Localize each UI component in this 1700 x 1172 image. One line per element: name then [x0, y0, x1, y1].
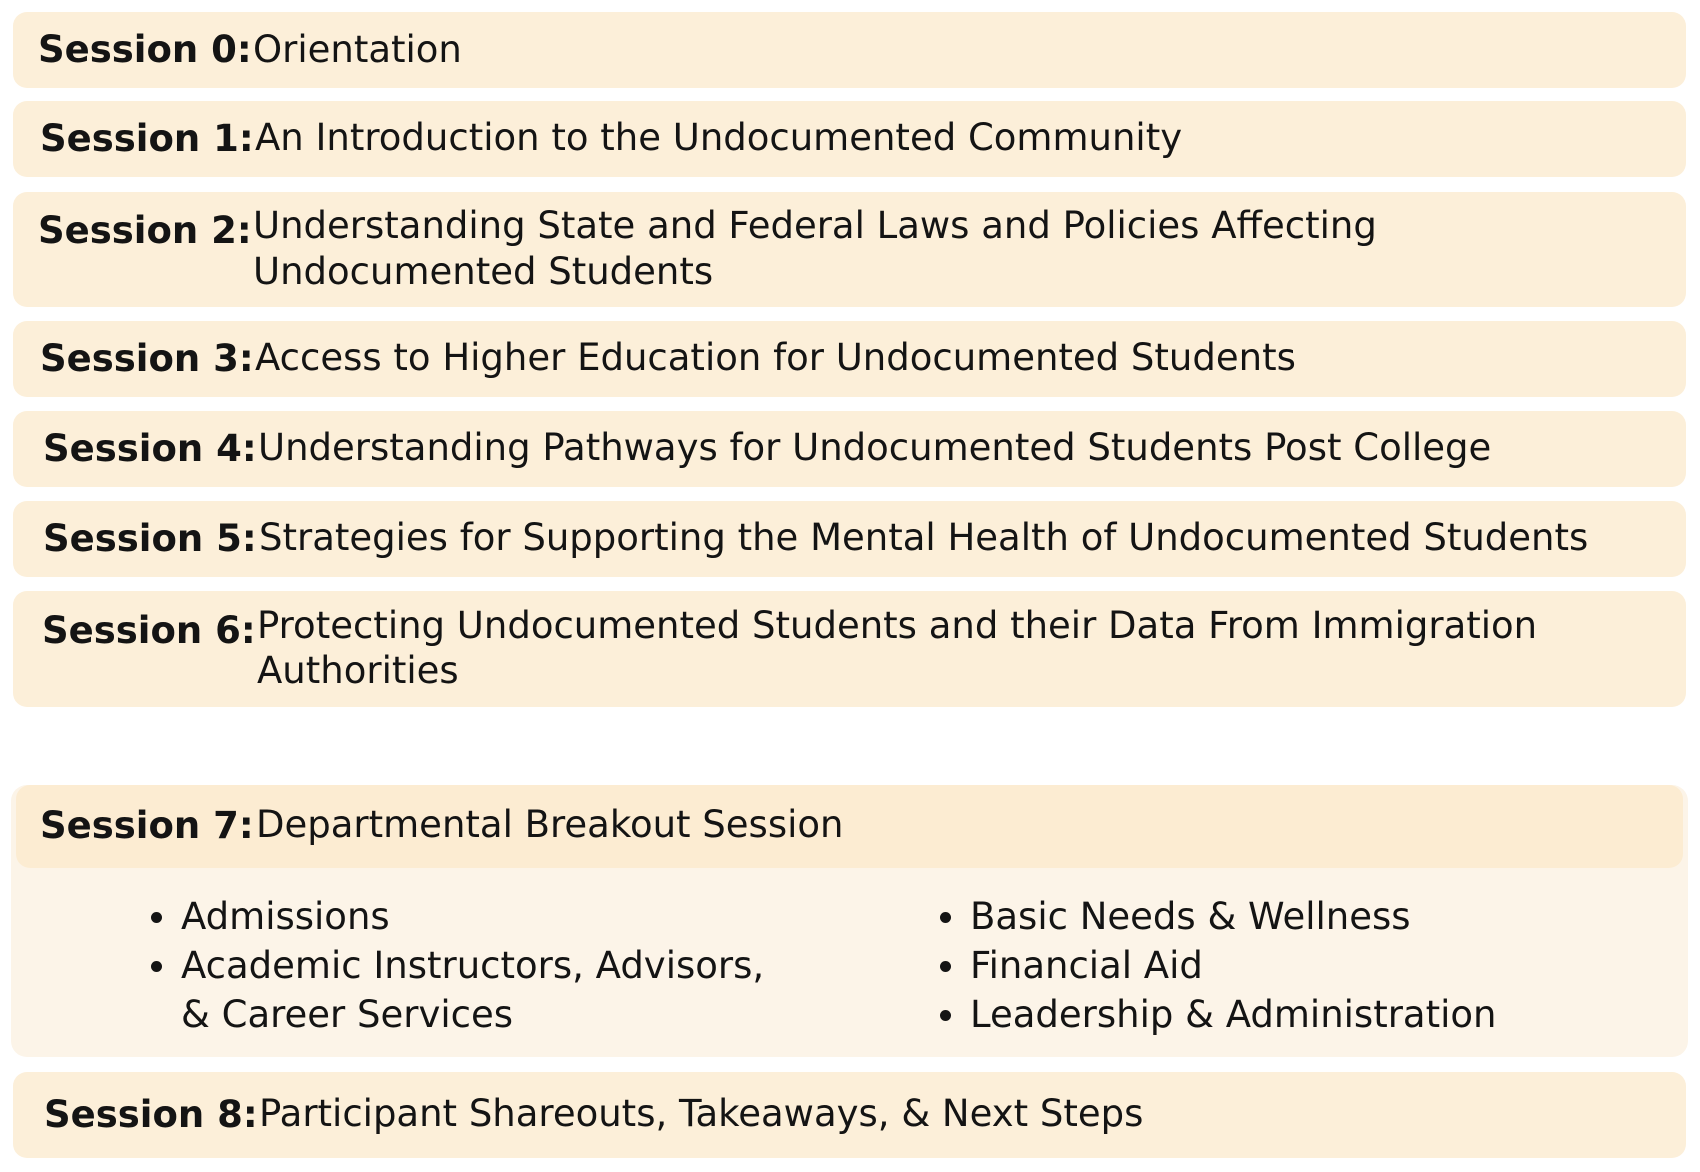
session-card-4 [13, 411, 1686, 487]
department-list-left [145, 892, 764, 1039]
session-title-line-1: Protecting Undocumented Students and their Data From Immigration [257, 604, 1538, 647]
session-card-6 [13, 591, 1686, 707]
list-item [145, 941, 764, 1039]
list-item [145, 892, 764, 941]
session-label: Session 8: [44, 1093, 258, 1136]
department-name: Financial Aid [970, 944, 1203, 987]
session-label: Session 2: [38, 209, 252, 252]
session-card-5 [13, 501, 1686, 577]
department-name-continued: & Career Services [181, 993, 514, 1036]
session-title: Understanding Pathways for Undocumented Students Post College [258, 426, 1492, 469]
session-card-2 [13, 192, 1686, 307]
session-card-1 [13, 101, 1686, 177]
breakout-header [16, 785, 1683, 868]
session-label: Session 4: [43, 427, 257, 470]
bullet-icon [940, 961, 951, 972]
bullet-icon [151, 912, 162, 923]
session-title: Strategies for Supporting the Mental Health of Undocumented Students [259, 516, 1589, 559]
bullet-icon [940, 912, 951, 923]
session-card-3 [13, 321, 1686, 397]
department-name: Leadership & Administration [970, 993, 1497, 1036]
department-name: Admissions [181, 895, 390, 938]
list-item [934, 990, 1496, 1039]
session-label: Session 5: [43, 517, 257, 560]
department-name: Academic Instructors, Advisors, [181, 944, 765, 987]
bullet-icon [151, 961, 162, 972]
list-item [934, 941, 1496, 990]
list-item [934, 892, 1496, 941]
session-title: Access to Higher Education for Undocumented Students [255, 336, 1296, 379]
session-title: Departmental Breakout Session [256, 803, 844, 846]
session-title-line-2: Undocumented Students [253, 250, 714, 293]
session-card-7 [11, 785, 1688, 1057]
session-label: Session 6: [42, 609, 256, 652]
session-title: Orientation [253, 28, 462, 71]
session-label: Session 0: [38, 28, 252, 71]
session-label: Session 3: [40, 337, 254, 380]
session-title-line-1: Understanding State and Federal Laws and Policies Affecting [253, 204, 1377, 247]
session-title-line-2: Authorities [257, 649, 459, 692]
session-title: An Introduction to the Undocumented Community [255, 116, 1183, 159]
session-card-8 [13, 1072, 1686, 1158]
department-list-right [934, 892, 1496, 1039]
session-title: Participant Shareouts, Takeaways, & Next Steps [259, 1092, 1144, 1135]
session-label: Session 1: [40, 117, 254, 160]
session-label: Session 7: [40, 804, 254, 847]
bullet-icon [940, 1010, 951, 1021]
department-name: Basic Needs & Wellness [970, 895, 1411, 938]
session-card-0 [13, 12, 1686, 88]
